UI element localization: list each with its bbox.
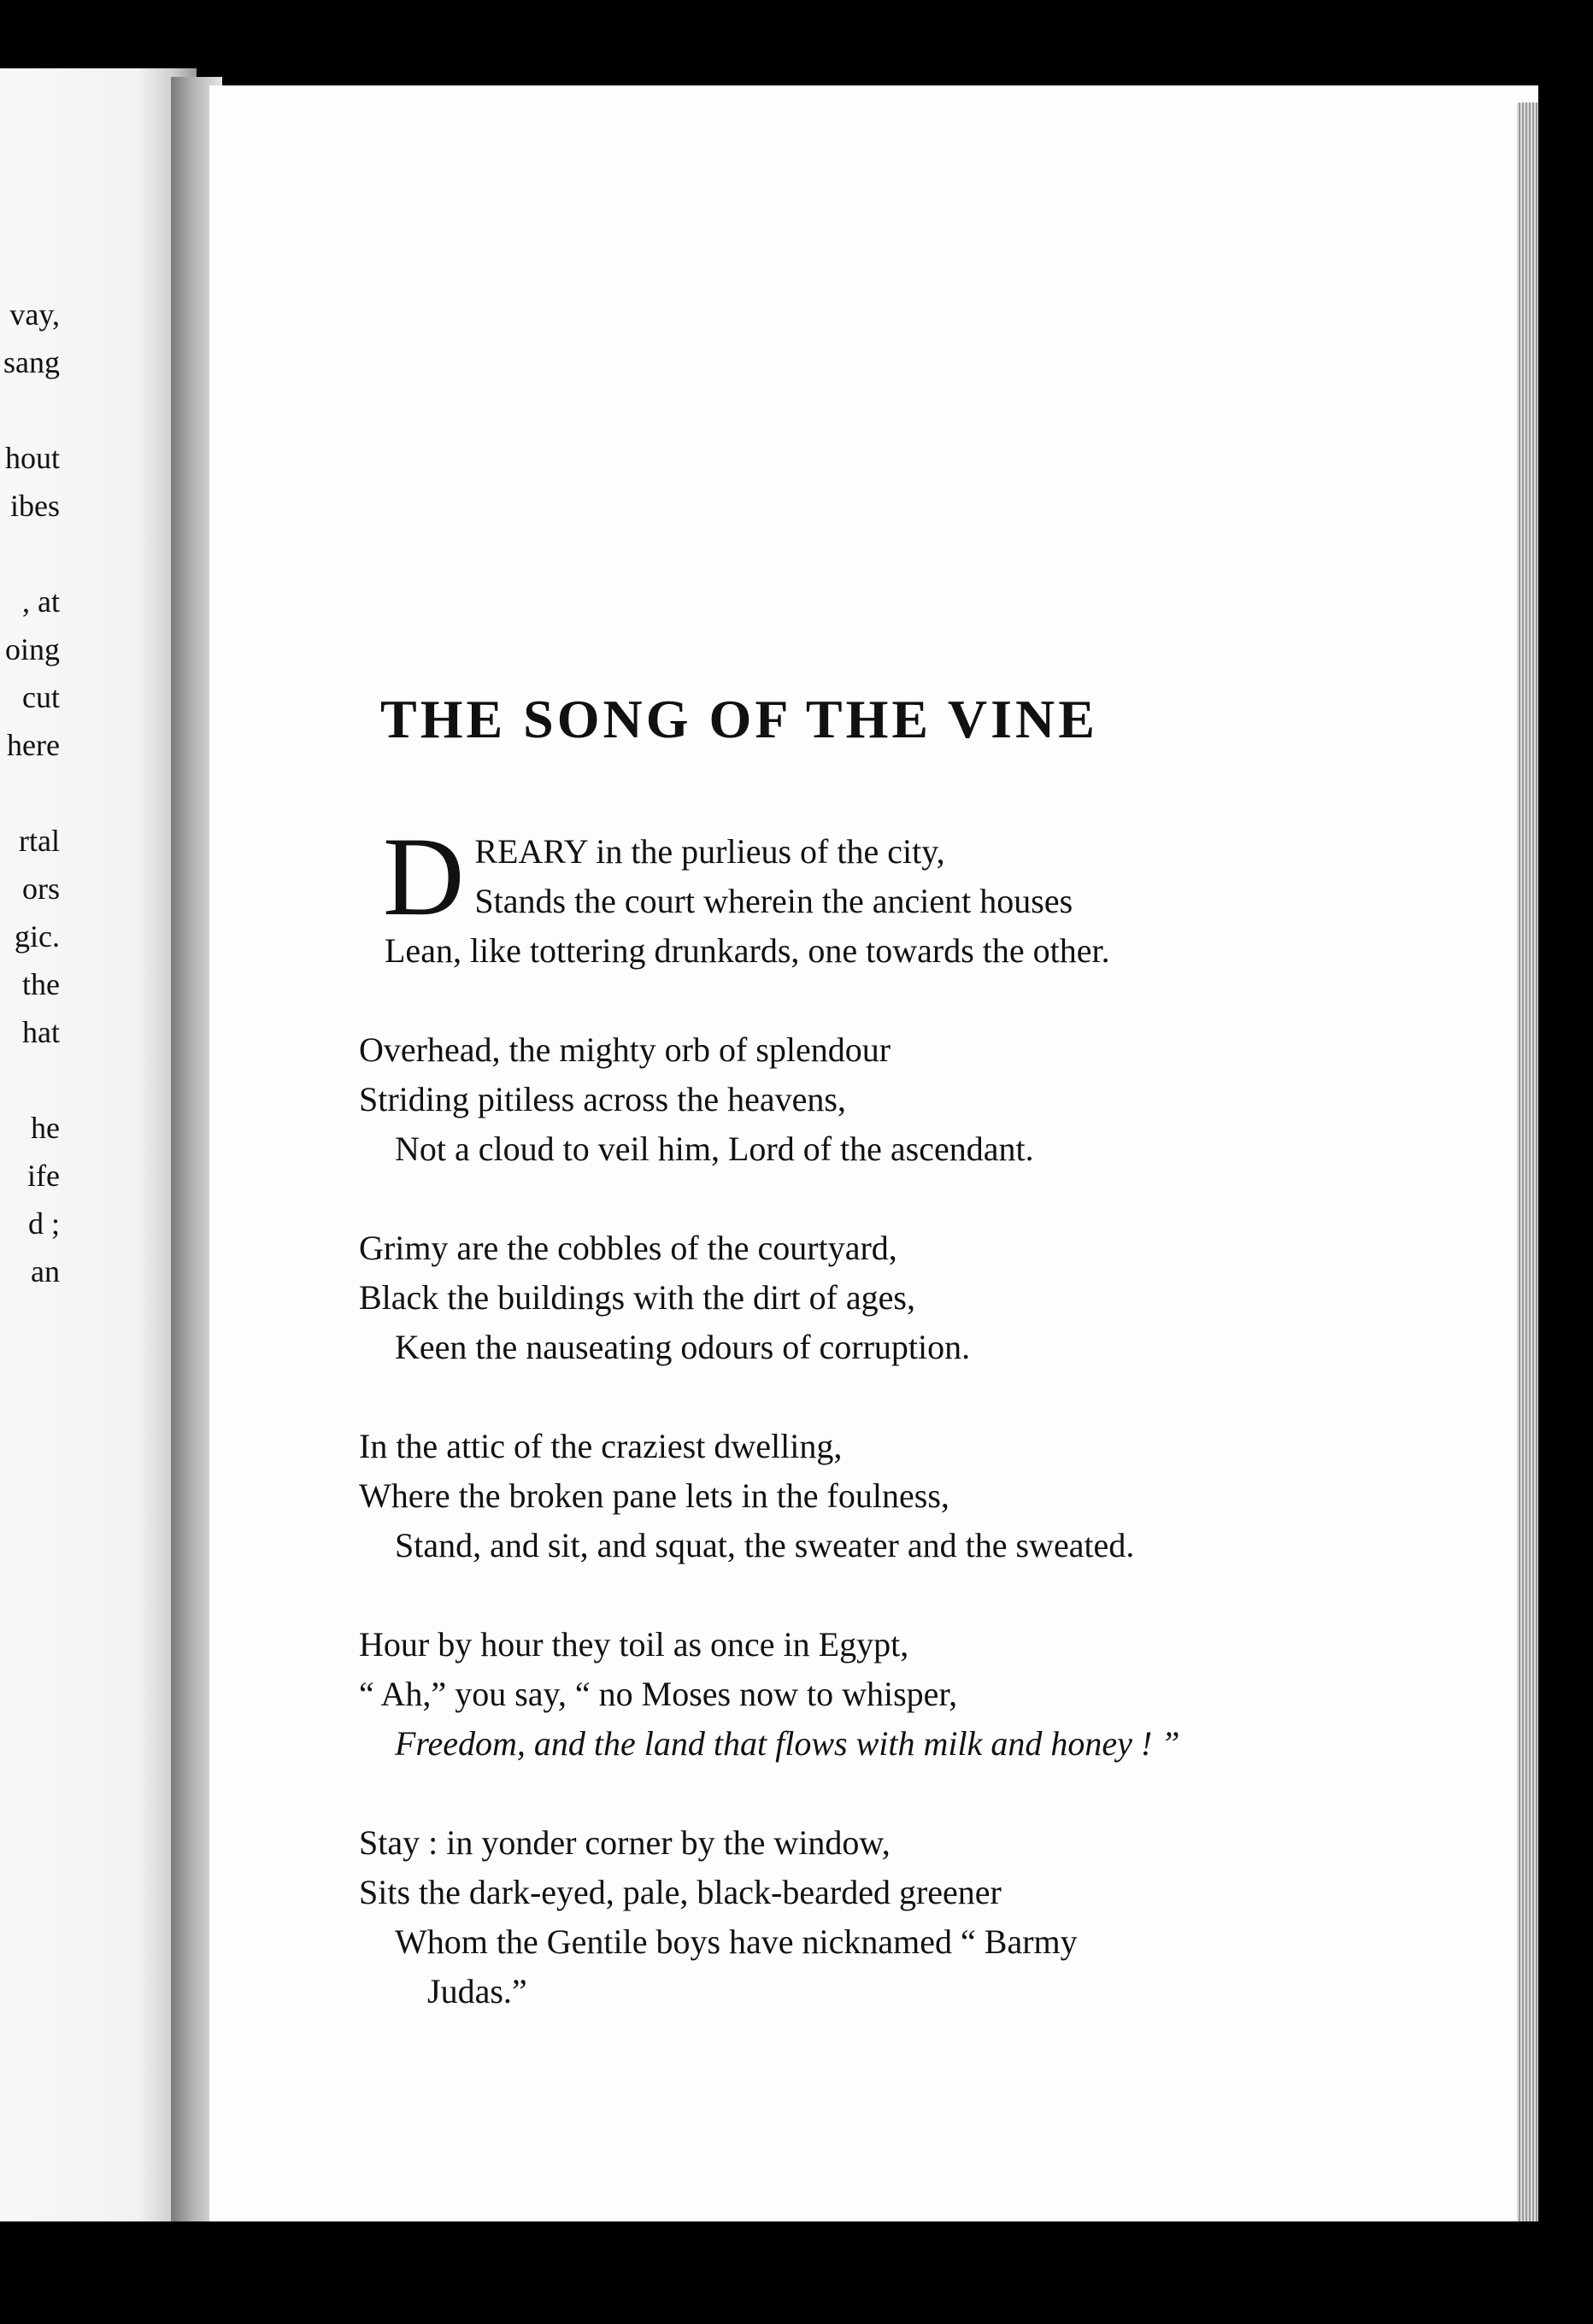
poem-line: Stay : in yonder corner by the window,: [359, 1823, 891, 1862]
fragment-gap: [0, 1056, 60, 1104]
poem-line: Lean, like tottering drunkards, one towards the other.: [385, 931, 1110, 970]
stanza: [359, 813, 1342, 976]
fragment-gap: [0, 530, 60, 578]
left-page-text-fragments: [0, 290, 60, 1295]
fragment: sang: [3, 345, 60, 379]
scan-border-bottom: [0, 2221, 1593, 2324]
fragment: ife: [27, 1159, 60, 1193]
fragment: the: [22, 967, 60, 1001]
scan-border-top: [0, 0, 1593, 85]
drop-cap: D: [383, 813, 465, 939]
stanza: [359, 1224, 1342, 1372]
poem-line: Black the buildings with the dirt of ages,: [359, 1278, 915, 1317]
fragment: cut: [22, 680, 60, 714]
stanza: [359, 1818, 1342, 2016]
fragment: gic.: [15, 919, 60, 954]
poem-line: Grimy are the cobbles of the courtyard,: [359, 1229, 897, 1267]
fragment: ors: [22, 872, 60, 906]
scan-border-right: [1538, 0, 1593, 2324]
stanza: [359, 1025, 1342, 1174]
fragment: rtal: [19, 824, 60, 858]
fragment: hout: [4, 441, 60, 475]
poem-line: Judas.”: [427, 1972, 527, 2010]
fragment: , at: [22, 584, 60, 619]
fragment: hat: [22, 1015, 60, 1049]
poem-line: Where the broken pane lets in the foulness,: [359, 1476, 949, 1515]
poem-body: [359, 813, 1342, 2066]
poem-line: REARY in the purlieus of the city,: [474, 832, 945, 871]
poem-line: Striding pitiless across the heavens,: [359, 1080, 846, 1118]
fragment: here: [7, 728, 60, 762]
fragment: d ;: [27, 1206, 60, 1241]
poem-line: In the attic of the craziest dwelling,: [359, 1427, 843, 1465]
poem-line: Hour by hour they toil as once in Egypt,: [359, 1625, 909, 1664]
fragment-gap: [0, 769, 60, 817]
poem-line: Stands the court wherein the ancient houses: [474, 882, 1073, 920]
poem-line: Keen the nauseating odours of corruption.: [395, 1328, 971, 1366]
poem-line: Stand, and sit, and squat, the sweater and the sweated.: [395, 1526, 1135, 1564]
fragment-gap: [0, 386, 60, 434]
fragment: oing: [4, 632, 60, 666]
fragment: ibes: [10, 489, 60, 523]
fragment: he: [31, 1111, 60, 1145]
poem-line: Overhead, the mighty orb of splendour: [359, 1030, 891, 1069]
fragment: vay,: [9, 297, 60, 332]
poem-line: Not a cloud to veil him, Lord of the ascendant.: [395, 1130, 1034, 1168]
poem-line: Whom the Gentile boys have nicknamed “ Barmy: [395, 1922, 1078, 1961]
poem-line: Sits the dark-eyed, pale, black-bearded greener: [359, 1873, 1002, 1911]
poem-title: THE SONG OF THE VINE: [380, 689, 1098, 749]
poem-line: “ Ah,” you say, “ no Moses now to whisper,: [359, 1675, 958, 1713]
stanza: [359, 1620, 1342, 1769]
stanza: [359, 1422, 1342, 1570]
fragment: an: [31, 1254, 60, 1288]
poem-line: Freedom, and the land that flows with milk and honey ! ”: [395, 1724, 1180, 1763]
